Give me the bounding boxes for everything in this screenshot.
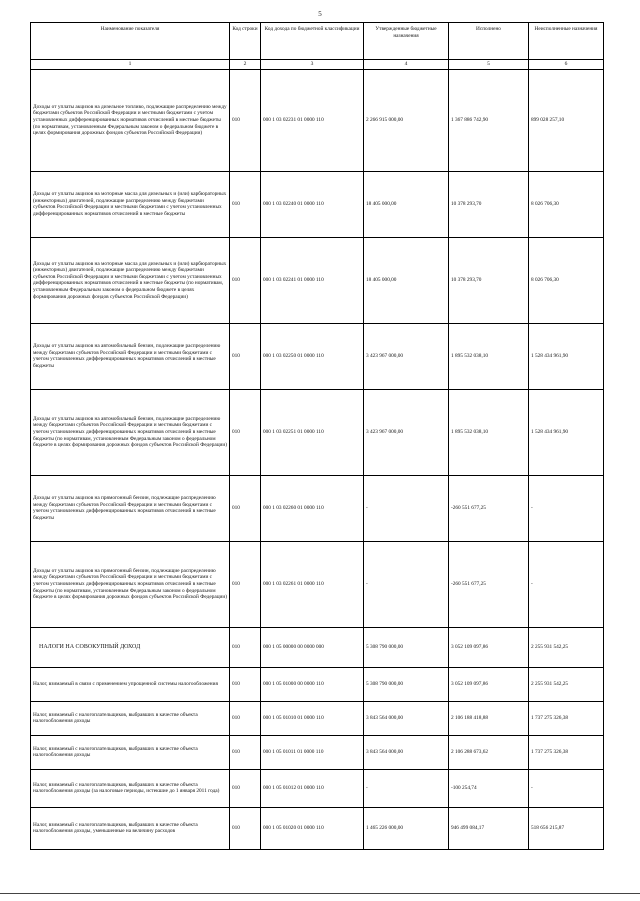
table-row [31,389,604,475]
cell-line-code: 010 [230,237,261,323]
cell-revenue-code: 000 1 03 02241 01 0000 110 [261,237,364,323]
cell-indicator-name: Налог, взимаемый с налогоплательщиков, выбравших в качестве объекта налогообложения доходы, уменьшенные на величину расходов [31,807,230,849]
cell-indicator-name: Налог, взимаемый с налогоплательщиков, выбравших в качестве объекта налогообложения доходы [31,735,230,769]
column-number: 1 [31,60,230,70]
cell-unexecuted: 8 026 706,30 [529,171,604,237]
table-row [31,735,604,769]
cell-line-code: 010 [230,475,261,541]
cell-indicator-name: Налог, взимаемый в связи с применением упрощенной системы налогообложения [31,667,230,701]
table-row [31,171,604,237]
cell-approved: 1 465 226 000,00 [364,807,449,849]
cell-revenue-code: 000 1 05 01020 01 0000 110 [261,807,364,849]
cell-executed: 3 052 109 097,86 [449,667,529,701]
cell-indicator-name: Доходы от уплаты акцизов на дизельное топливо, подлежащие распределению между бюджетами субъектов Российской Федерации и местными бюджетами с учетом установленных дифференцированных нормативов отчислений в местные бюджеты (по нормативам, установленным Федеральным законом о федеральном бюджете в целях формирования дорожных фондов субъектов Российской Федерации) [31,69,230,171]
cell-indicator-name: НАЛОГИ НА СОВОКУПНЫЙ ДОХОД [31,627,230,667]
cell-unexecuted: 518 656 215,87 [529,807,604,849]
cell-executed: 1 367 886 742,90 [449,69,529,171]
cell-revenue-code: 000 1 03 02231 01 0000 110 [261,69,364,171]
cell-revenue-code: 000 1 03 02251 01 0000 110 [261,389,364,475]
column-number-row [31,60,604,70]
cell-indicator-name: Доходы от уплаты акцизов на прямогонный бензин, подлежащие распределению между бюджетами субъектов Российской Федерации и местными бюджетами с учетом установленных дифференцированных нормативов отчислений в местные бюджеты [31,475,230,541]
revenue-table [30,22,604,850]
cell-unexecuted: 899 028 257,10 [529,69,604,171]
cell-executed: -260 551 677,25 [449,541,529,627]
table-row [31,541,604,627]
table-row [31,701,604,735]
cell-revenue-code: 000 1 05 01000 00 0000 110 [261,667,364,701]
cell-approved: 5 308 790 000,00 [364,627,449,667]
cell-unexecuted: - [529,475,604,541]
cell-indicator-name: Доходы от уплаты акцизов на автомобильный бензин, подлежащие распределению между бюджетами субъектов Российской Федерации и местными бюджетами с учетом установленных дифференцированных нормативов отчислений в местные бюджеты [31,323,230,389]
cell-line-code: 010 [230,667,261,701]
cell-executed: 1 895 532 038,10 [449,323,529,389]
table-row [31,323,604,389]
cell-indicator-name: Доходы от уплаты акцизов на моторные масла для дизельных и (или) карбюраторных (инжекторных) двигателей, подлежащие распределению между бюджетами субъектов Российской Федерации и местными бюджетами с учетом установленных дифференцированных нормативов отчислений в местные бюджеты [31,171,230,237]
cell-approved: 5 308 790 000,00 [364,667,449,701]
cell-revenue-code: 000 1 03 02261 01 0000 110 [261,541,364,627]
cell-unexecuted: 1 737 275 326,38 [529,735,604,769]
cell-indicator-name: Доходы от уплаты акцизов на моторные масла для дизельных и (или) карбюраторных (инжекторных) двигателей, подлежащие распределению между бюджетами субъектов Российской Федерации и местными бюджетами с учетом установленных дифференцированных нормативов отчислений в местные бюджеты (по нормативам, установленным Федеральным законом о федеральном бюджете в целях формирования дорожных фондов субъектов Российской Федерации) [31,237,230,323]
cell-approved: - [364,541,449,627]
cell-indicator-name: Доходы от уплаты акцизов на автомобильный бензин, подлежащие распределению между бюджетами субъектов Российской Федерации и местными бюджетами с учетом установленных дифференцированных нормативов отчислений в местные бюджеты (по нормативам, установленным Федеральным законом о федеральном бюджете в целях формирования дорожных фондов субъектов Российской Федерации) [31,389,230,475]
cell-approved: 18 405 000,00 [364,171,449,237]
cell-executed: 10 378 293,70 [449,171,529,237]
cell-line-code: 010 [230,171,261,237]
column-number: 4 [364,60,449,70]
cell-executed: 3 052 109 097,86 [449,627,529,667]
cell-executed: 2 106 288 673,62 [449,735,529,769]
cell-executed: 946 499 084,17 [449,807,529,849]
cell-approved: - [364,475,449,541]
cell-unexecuted: 1 528 434 961,90 [529,323,604,389]
cell-approved: 3 423 967 000,00 [364,389,449,475]
cell-unexecuted: 8 026 706,30 [529,237,604,323]
column-number: 5 [449,60,529,70]
cell-executed: 10 378 293,70 [449,237,529,323]
table-row [31,237,604,323]
cell-revenue-code: 000 1 05 01012 01 0000 110 [261,769,364,807]
cell-revenue-code: 000 1 05 01010 01 0000 110 [261,701,364,735]
cell-unexecuted: 2 255 931 542,25 [529,667,604,701]
cell-line-code: 010 [230,701,261,735]
cell-indicator-name: Доходы от уплаты акцизов на прямогонный бензин, подлежащие распределению между бюджетами субъектов Российской Федерации и местными бюджетами с учетом установленных дифференцированных нормативов отчислений в местные бюджеты (по нормативам, установленным Федеральным законом о федеральном бюджете в целях формирования дорожных фондов субъектов Российской Федерации) [31,541,230,627]
cell-unexecuted: - [529,541,604,627]
cell-indicator-name: Налог, взимаемый с налогоплательщиков, выбравших в качестве объекта налогообложения доходы [31,701,230,735]
header-indicator-name: Наименование показателя [31,23,230,60]
cell-indicator-name: Налог, взимаемый с налогоплательщиков, выбравших в качестве объекта налогообложения доходы (за налоговые периоды, истекшие до 1 января 2011 года) [31,769,230,807]
table-row [31,807,604,849]
cell-approved: 3 843 564 000,00 [364,735,449,769]
cell-unexecuted: - [529,769,604,807]
header-revenue-code: Код дохода по бюджетной классификации [261,23,364,60]
cell-approved: - [364,769,449,807]
cell-line-code: 010 [230,769,261,807]
cell-revenue-code: 000 1 03 02250 01 0000 110 [261,323,364,389]
cell-approved: 18 405 000,00 [364,237,449,323]
cell-line-code: 010 [230,735,261,769]
header-approved: Утвержденные бюджетные назначения [364,23,449,60]
cell-revenue-code: 000 1 05 01011 01 0000 110 [261,735,364,769]
cell-revenue-code: 000 1 03 02240 01 0000 110 [261,171,364,237]
table-row [31,667,604,701]
cell-unexecuted: 1 528 434 961,90 [529,389,604,475]
header-line-code: Код строки [230,23,261,60]
cell-line-code: 010 [230,69,261,171]
cell-approved: 3 423 967 000,00 [364,323,449,389]
cell-approved: 3 843 564 000,00 [364,701,449,735]
column-number: 3 [261,60,364,70]
cell-executed: -260 551 677,25 [449,475,529,541]
cell-line-code: 010 [230,389,261,475]
table-row [31,769,604,807]
cell-line-code: 010 [230,807,261,849]
header-executed: Исполнено [449,23,529,60]
table-header-row [31,23,604,60]
cell-executed: 2 106 188 418,88 [449,701,529,735]
table-row [31,627,604,667]
page-number: 5 [318,10,322,18]
cell-revenue-code: 000 1 05 00000 00 0000 000 [261,627,364,667]
cell-unexecuted: 2 255 931 542,25 [529,627,604,667]
table-row [31,69,604,171]
column-number: 2 [230,60,261,70]
header-unexecuted: Неисполненные назначения [529,23,604,60]
cell-approved: 2 266 915 000,00 [364,69,449,171]
cell-unexecuted: 1 737 275 326,38 [529,701,604,735]
cell-executed: 1 895 532 038,10 [449,389,529,475]
page-bottom-rule [0,893,640,894]
cell-line-code: 010 [230,323,261,389]
cell-revenue-code: 000 1 03 02260 01 0000 110 [261,475,364,541]
cell-line-code: 010 [230,627,261,667]
cell-line-code: 010 [230,541,261,627]
cell-executed: -100 254,74 [449,769,529,807]
column-number: 6 [529,60,604,70]
table-row [31,475,604,541]
